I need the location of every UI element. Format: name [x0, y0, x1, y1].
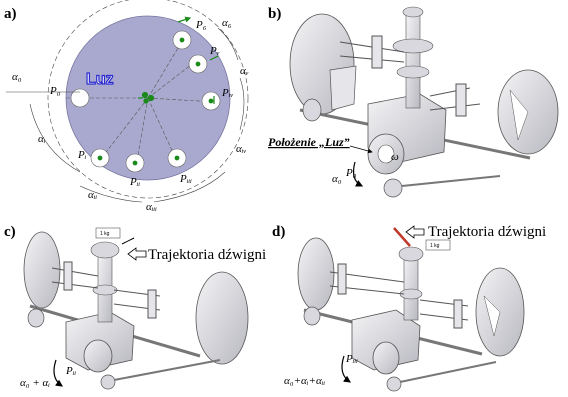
alpha-1: αᵢ — [38, 133, 46, 145]
alpha-4: αᵢᵥ — [236, 143, 247, 155]
p-2: Pᵢᵢ — [130, 176, 141, 188]
p-0: P₀ — [50, 85, 61, 97]
panel-d-label: d) — [272, 224, 286, 240]
c-trajectory: Trajektoria dźwigni — [148, 247, 267, 263]
panel-a-label: a) — [4, 6, 17, 22]
p-6: P₆ — [196, 19, 207, 31]
alpha-2: αᵢᵢ — [88, 189, 98, 201]
luz-text: Luz — [86, 71, 114, 88]
alpha-6: α₆ — [222, 17, 232, 29]
alpha-0: α₀ — [12, 71, 22, 83]
panel-b — [268, 6, 558, 197]
alpha-3: αᵢᵢᵢ — [146, 201, 157, 213]
c-left-disc — [24, 232, 60, 308]
d-alpha: α₀+αᵢ+αᵢᵢ — [284, 375, 326, 387]
d-trajectory: Trajektoria dźwigni — [428, 224, 547, 240]
panel-b-label: b) — [268, 6, 282, 22]
position-text: Położenie „Luz” — [268, 135, 350, 149]
b-p: P₀ — [346, 167, 357, 179]
alpha-5: αᵥ — [240, 65, 249, 77]
c-alpha: α₀ + αᵢ — [20, 377, 51, 389]
p-4: Pᵢᵥ — [222, 87, 234, 99]
p-5: Pᵥ — [210, 45, 220, 57]
panel-c-label: c) — [4, 224, 16, 240]
panel-d — [272, 224, 546, 391]
d-caption-arrow — [406, 226, 424, 238]
p-1: Pᵢ — [78, 149, 87, 161]
column — [406, 14, 420, 108]
c-small-box-text: 1 kg — [100, 231, 110, 237]
c-caption-arrow — [128, 248, 146, 260]
panel-c — [4, 224, 266, 389]
omega: ω — [391, 151, 399, 163]
d-p: Pᵢᵢᵢ — [346, 353, 358, 365]
d-small-box-text: 1 kg — [430, 243, 440, 249]
b-alpha: α₀ — [332, 173, 342, 185]
c-right-disc — [196, 272, 248, 364]
panel-a — [4, 0, 249, 213]
c-p: Pᵢᵢ — [66, 365, 77, 377]
d-left-disc — [298, 238, 334, 310]
p-3: Pᵢᵢᵢ — [180, 173, 192, 185]
